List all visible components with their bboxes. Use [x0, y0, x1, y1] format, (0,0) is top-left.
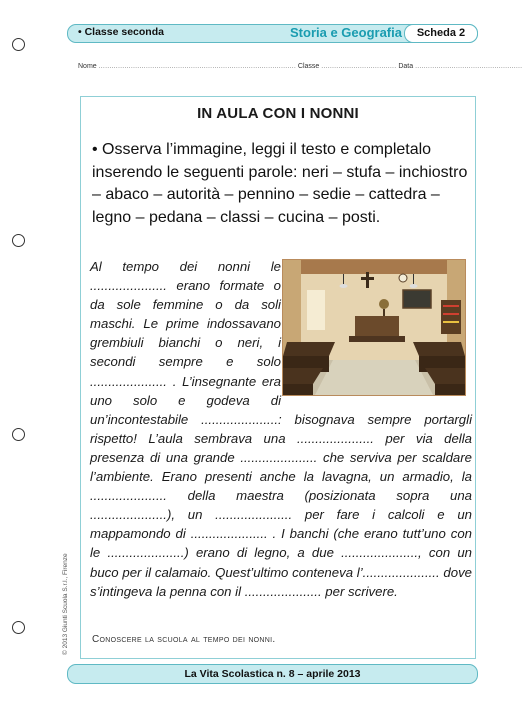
name-field[interactable]: ............................................................................................	[98, 63, 296, 70]
exercise-text: Al tempo dei nonni le ..................... erano formate o da sole femmine o da soli maschi. Le prime indossavano grembiuli bianchi o neri, i secondi sempre e solo ..................... . L’insegnante era uno solo e godeva di un’incontestabile .....................: bisognava sempre portargli rispetto! L’aula sembrava una ..................... per via della presenza di una grande ..................... che serviva per scaldare l’ambiente. Erano presenti anche la lavagna, un armadio, la ..................... della maestra (posizionata sopra una .....................), un ..................... per fare i calcoli e un mappamondo di ..................... . I banchi (che erano tutt’uno con le .....................) erano di legno, a due ....................., con un buco per il calamaio. Quest’ultimo conteneva l’..................... dove s’intingeva la penna con il ..................... per scrivere.	[90, 259, 472, 599]
page-title: IN AULA CON I NONNI	[197, 105, 359, 122]
binder-hole	[12, 621, 25, 634]
classroom-photo	[282, 259, 466, 396]
date-label: Data	[398, 63, 414, 70]
worksheet-card	[80, 96, 476, 659]
binder-hole	[12, 234, 25, 247]
learning-objective: Conoscere la scuola al tempo dei nonni.	[92, 634, 276, 645]
copyright-notice: © 2013 Giunti Scuola S.r.l., Firenze	[62, 553, 69, 655]
name-label: Nome	[78, 63, 97, 70]
class-label: • Classe seconda	[78, 26, 164, 38]
binder-hole	[12, 428, 25, 441]
instructions: • Osserva l’immagine, leggi il testo e completalo inserendo le seguenti parole: neri – stufa – inchiostro – abaco – autorità – pennino – sedie – cattedra – legno – pedana – classi – cucina – posti.	[92, 141, 468, 226]
binder-hole	[12, 38, 25, 51]
name-class-date-line	[78, 63, 522, 70]
subject-title: Storia e Geografia	[290, 25, 402, 40]
classroom-illustration	[283, 260, 465, 395]
worksheet-badge: Scheda 2	[404, 24, 478, 43]
class-field-label: Classe	[297, 63, 320, 70]
class-field[interactable]: ...................................	[321, 63, 397, 70]
date-field[interactable]: ..................................................	[415, 63, 522, 70]
footer-bar: La Vita Scolastica n. 8 – aprile 2013	[67, 664, 478, 684]
header-bar	[67, 24, 478, 43]
